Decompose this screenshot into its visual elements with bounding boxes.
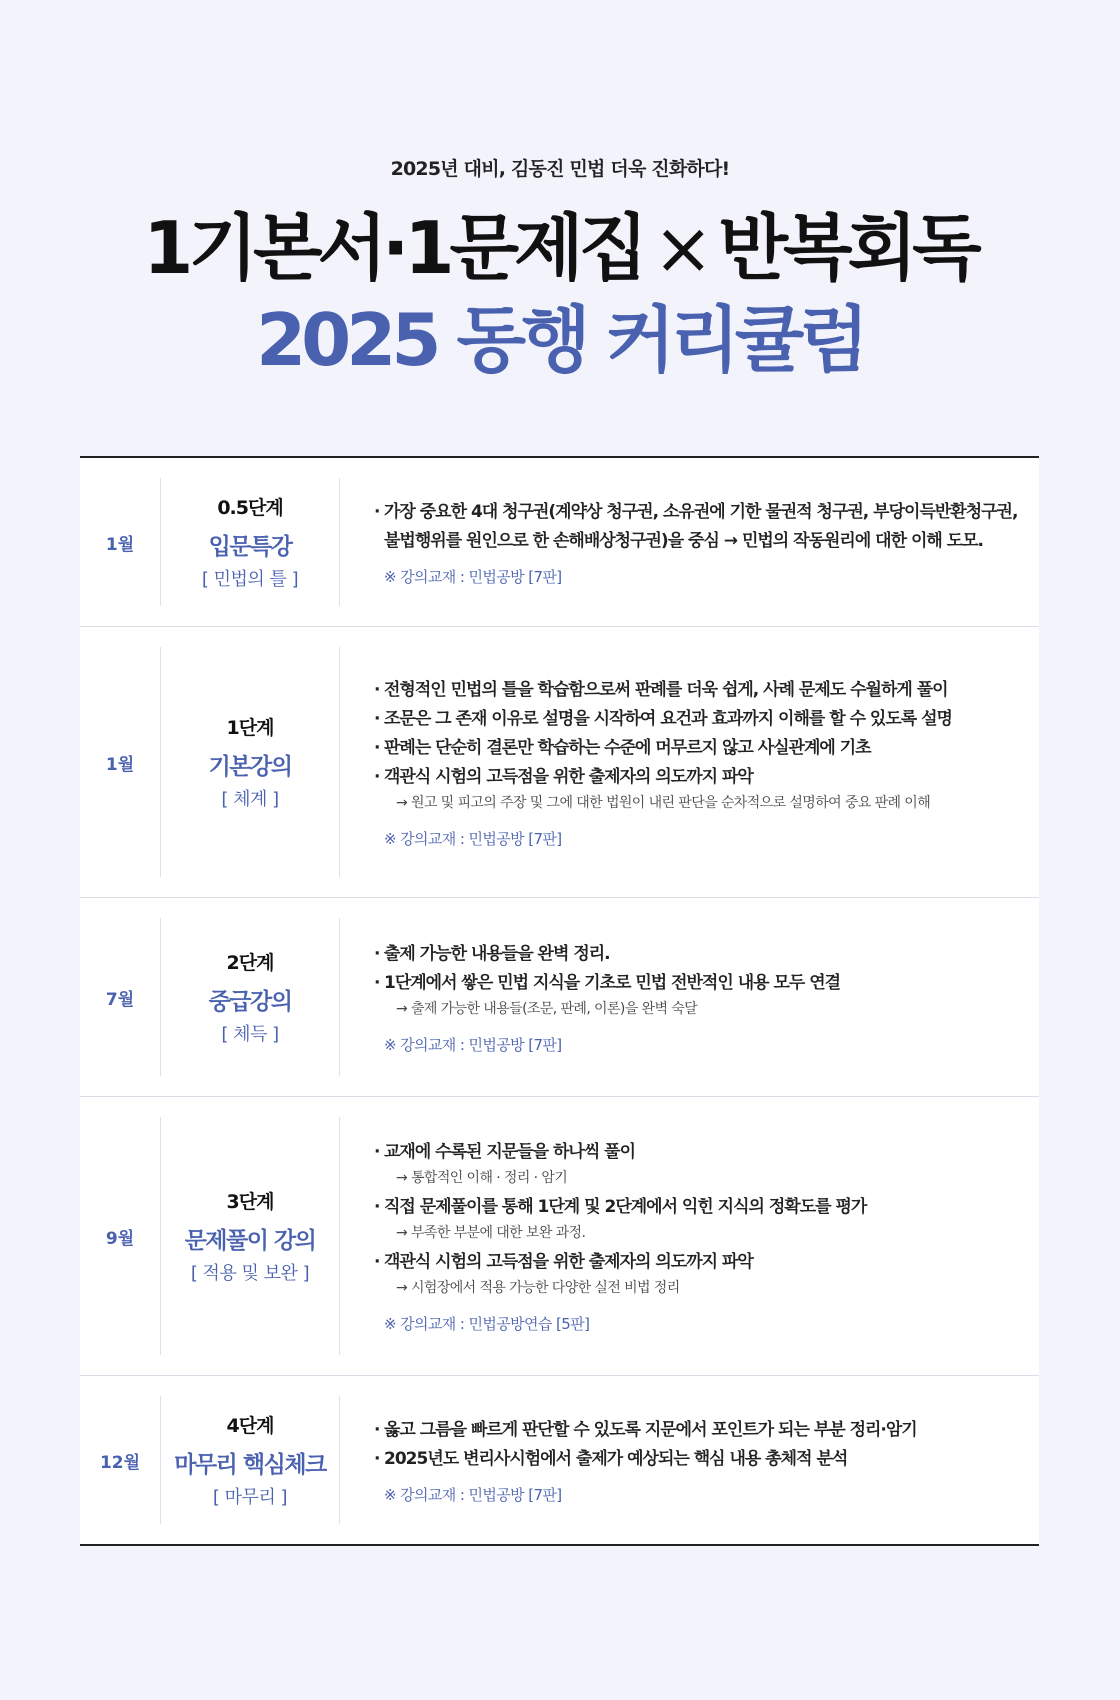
cross-icon: × [653, 206, 709, 290]
curriculum-row [80, 626, 1039, 897]
stage-name: 문제풀이 강의 [184, 1228, 316, 1254]
bullet-item: · 교재에 수록된 지문들을 하나씩 풀이 [374, 1138, 1019, 1167]
bullet-item: · 옳고 그름을 빠르게 판단할 수 있도록 지문에서 포인트가 되는 부분 정리·암기 [374, 1416, 1019, 1445]
bullet-item: · 가장 중요한 4대 청구권(계약상 청구권, 소유권에 기한 물권적 청구권, 부당이득반환청구권, 불법행위를 원인으로 한 손해배상청구권)을 중심 → 민법의 작동원리에 대한 이해 도모. [374, 498, 1019, 556]
curriculum-table [80, 456, 1039, 1546]
curriculum-row [80, 458, 1039, 626]
bullet-subnote: → 출제 가능한 내용들(조문, 판례, 이론)을 완벽 숙달 [396, 1000, 698, 1017]
stage-sub: [ 마무리 ] [212, 1487, 288, 1508]
header [0, 0, 1120, 386]
stage-name: 중급강의 [208, 989, 292, 1015]
row-month: 7월 [105, 989, 135, 1010]
stage-sub: [ 체득 ] [221, 1024, 279, 1045]
curriculum-row [80, 897, 1039, 1096]
row-description [340, 1097, 1039, 1375]
row-stage [160, 898, 340, 1096]
row-description [340, 898, 1039, 1096]
title-left: 1기본서·1문제집 [143, 206, 644, 290]
stage-sub: [ 민법의 틀 ] [201, 569, 299, 590]
page-subtitle: 2025년 대비, 김동진 민법 더욱 진화하다! [390, 158, 730, 180]
bullet-item: · 판례는 단순히 결론만 학습하는 수준에 머무르지 않고 사실관계에 기초 [374, 734, 1019, 763]
textbook-note: ※ 강의교재 : 민법공방 [7판] [384, 567, 562, 586]
stage-name: 마무리 핵심체크 [174, 1452, 326, 1478]
row-month: 12월 [99, 1452, 141, 1473]
bullet-item: · 출제 가능한 내용들을 완벽 정리. [374, 940, 1019, 969]
bullet-item: · 조문은 그 존재 이유로 설명을 시작하여 요건과 효과까지 이해를 할 수 있도록 설명 [374, 705, 1019, 734]
row-stage [160, 458, 340, 626]
row-month: 1월 [105, 534, 135, 555]
bullet-subnote: → 부족한 부분에 대한 보완 과정. [396, 1225, 586, 1241]
row-stage [160, 1376, 340, 1544]
bullet-item: · 객관식 시험의 고득점을 위한 출제자의 의도까지 파악 [374, 1248, 1019, 1277]
stage-label: 3단계 [226, 1191, 274, 1213]
bullet-item: · 전형적인 민법의 틀을 학습함으로써 판례를 더욱 쉽게, 사례 문제도 수월하게 풀이 [374, 676, 1019, 705]
row-description [340, 1376, 1039, 1544]
bullet-item: · 직접 문제풀이를 통해 1단계 및 2단계에서 익힌 지식의 정확도를 평가 [374, 1193, 1019, 1222]
stage-label: 1단계 [226, 717, 274, 739]
row-stage [160, 1097, 340, 1375]
row-description [340, 627, 1039, 897]
bullet-subnote: → 시험장에서 적용 가능한 다양한 실전 비법 정리 [396, 1280, 680, 1296]
curriculum-row [80, 1096, 1039, 1375]
textbook-note: ※ 강의교재 : 민법공방 [7판] [384, 829, 562, 848]
stage-sub: [ 체계 ] [221, 789, 279, 810]
row-stage [160, 627, 340, 897]
row-month: 9월 [105, 1228, 135, 1249]
curriculum-row [80, 1375, 1039, 1544]
stage-name: 입문특강 [208, 534, 292, 560]
bullet-item: · 2025년도 변리사시험에서 출제가 예상되는 핵심 내용 총체적 분석 [374, 1445, 1019, 1474]
stage-sub: [ 적용 및 보완 ] [190, 1263, 310, 1284]
textbook-note: ※ 강의교재 : 민법공방 [7판] [384, 1485, 562, 1504]
bullet-subnote: → 통합적인 이해 · 정리 · 암기 [396, 1170, 568, 1186]
bullet-subnote: → 원고 및 피고의 주장 및 그에 대한 법원이 내린 판단을 순차적으로 설명하여 중요 판례 이해 [396, 794, 931, 811]
stage-label: 0.5단계 [217, 497, 283, 519]
page-title [0, 202, 1120, 294]
curriculum-title: 2025 동행 커리큘럼 [256, 298, 864, 382]
textbook-note: ※ 강의교재 : 민법공방 [7판] [384, 1035, 562, 1054]
stage-label: 4단계 [226, 1415, 274, 1437]
row-month: 1월 [105, 754, 135, 775]
bullet-item: · 1단계에서 쌓은 민법 지식을 기초로 민법 전반적인 내용 모두 연결 [374, 969, 1019, 998]
title-right: 반복회독 [718, 206, 977, 290]
textbook-note: ※ 강의교재 : 민법공방연습 [5판] [384, 1315, 590, 1333]
stage-name: 기본강의 [208, 754, 292, 780]
row-description [340, 458, 1039, 626]
stage-label: 2단계 [226, 952, 274, 974]
bullet-item: · 객관식 시험의 고득점을 위한 출제자의 의도까지 파악 [374, 763, 1019, 792]
